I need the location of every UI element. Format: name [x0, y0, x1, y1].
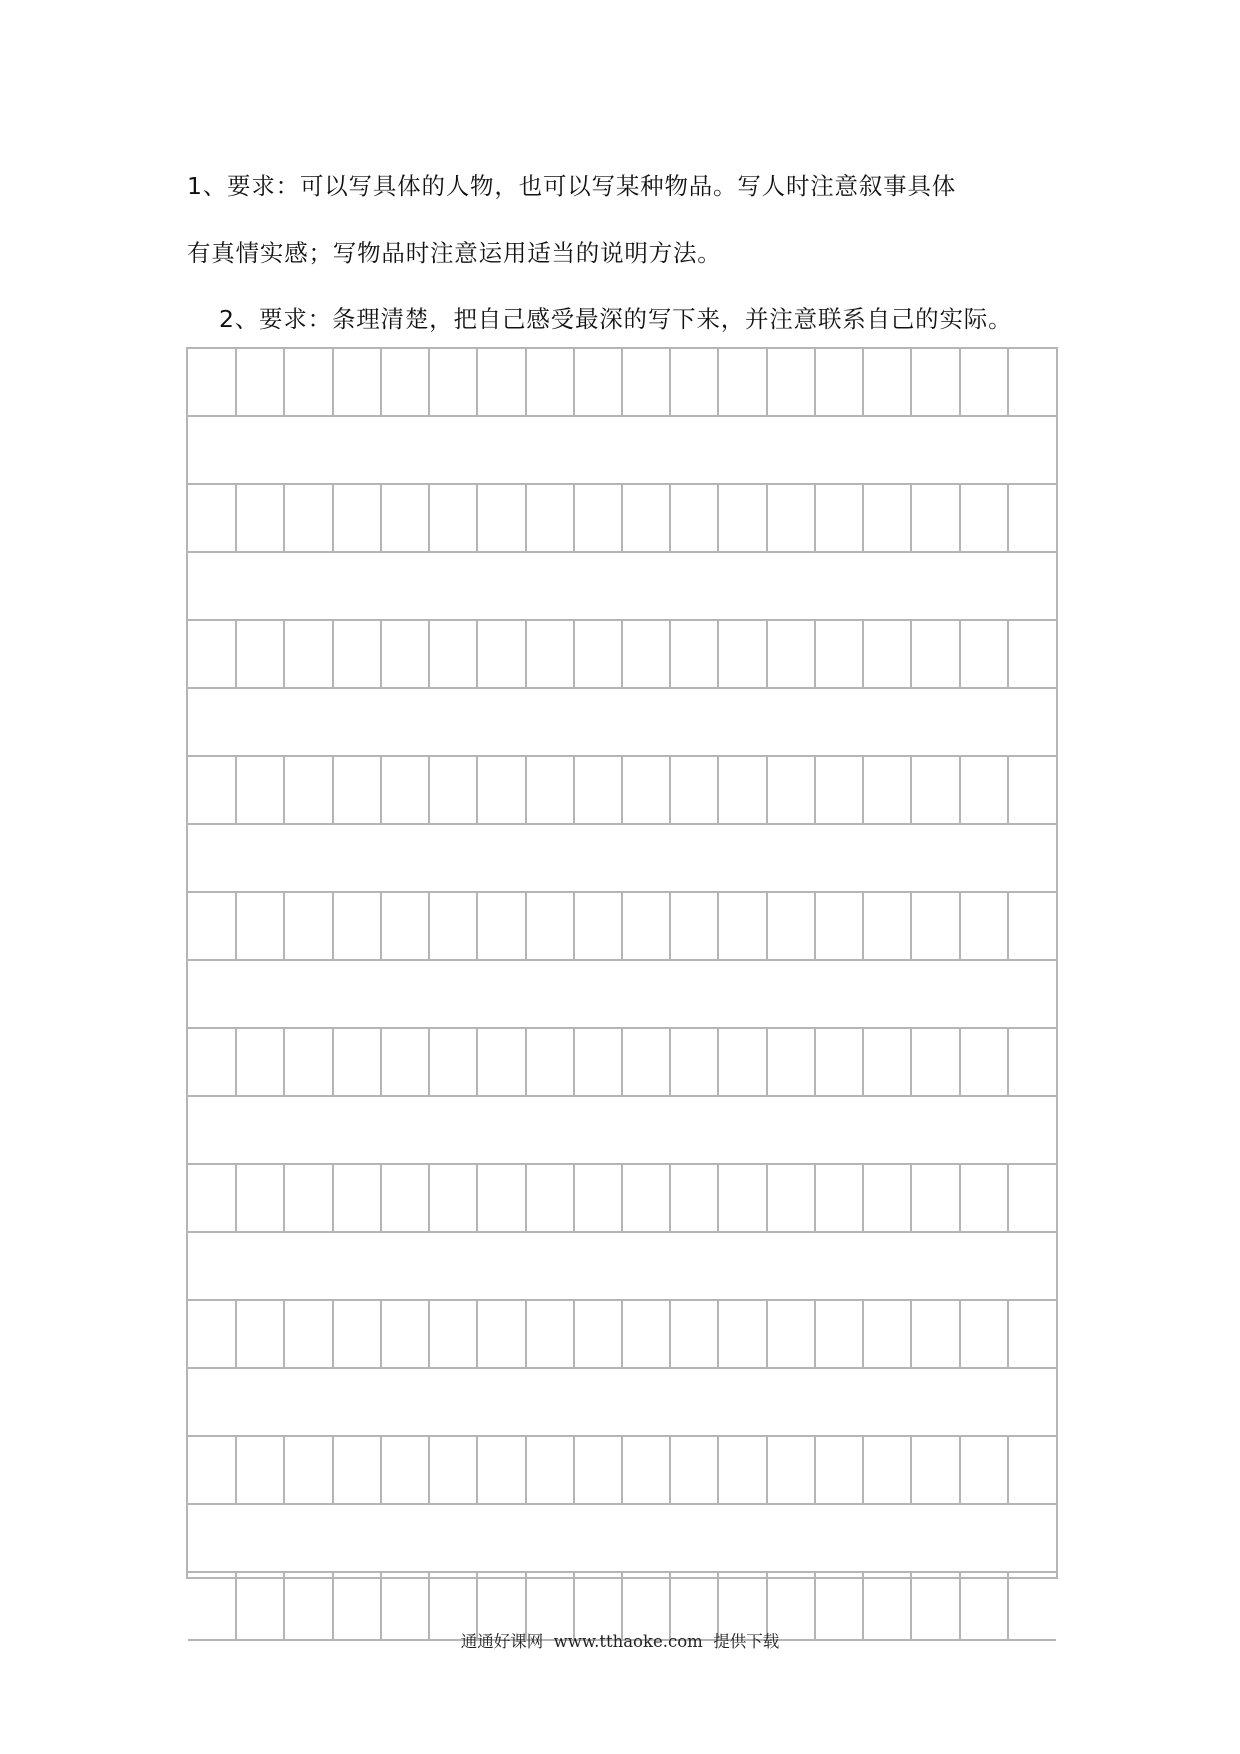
grid-cell-divider [910, 757, 912, 823]
grid-cell-divider [235, 757, 237, 823]
grid-cell-divider [332, 485, 334, 551]
grid-cell-divider [235, 1301, 237, 1367]
grid-cell-divider [621, 621, 623, 687]
grid-cell-divider [573, 485, 575, 551]
grid-cell-divider [476, 485, 478, 551]
grid-cell-divider [717, 349, 719, 415]
grid-cell-divider [766, 893, 768, 959]
grid-cell-divider [573, 1301, 575, 1367]
grid-cell-divider [573, 349, 575, 415]
grid-cell-divider [959, 893, 961, 959]
grid-cell-divider [814, 757, 816, 823]
grid-cell-divider [428, 1301, 430, 1367]
grid-cell-divider [380, 893, 382, 959]
grid-cell-divider [621, 1029, 623, 1095]
grid-box-row[interactable] [188, 757, 1056, 825]
grid-cell-divider [814, 893, 816, 959]
grid-cell-divider [525, 1029, 527, 1095]
grid-cell-divider [669, 1165, 671, 1231]
grid-box-row[interactable] [188, 893, 1056, 961]
grid-cell-divider [717, 1029, 719, 1095]
grid-cell-divider [525, 485, 527, 551]
grid-cell-divider [283, 1437, 285, 1503]
grid-cell-divider [1007, 621, 1009, 687]
grid-cell-divider [910, 1165, 912, 1231]
grid-cell-divider [332, 757, 334, 823]
grid-cell-divider [910, 621, 912, 687]
grid-cell-divider [283, 1165, 285, 1231]
grid-box-row[interactable] [188, 1437, 1056, 1505]
grid-cell-divider [959, 757, 961, 823]
grid-spacer-row [188, 1233, 1056, 1301]
grid-cell-divider [235, 349, 237, 415]
grid-cell-divider [669, 1029, 671, 1095]
grid-cell-divider [235, 1165, 237, 1231]
grid-cell-divider [1007, 1301, 1009, 1367]
grid-cell-divider [959, 1437, 961, 1503]
grid-cell-divider [669, 757, 671, 823]
grid-cell-divider [525, 1165, 527, 1231]
grid-cell-divider [766, 349, 768, 415]
grid-cell-divider [1007, 757, 1009, 823]
grid-cell-divider [814, 621, 816, 687]
grid-cell-divider [621, 485, 623, 551]
grid-cell-divider [717, 1301, 719, 1367]
grid-cell-divider [717, 757, 719, 823]
grid-cell-divider [573, 621, 575, 687]
grid-cell-divider [862, 1301, 864, 1367]
grid-cell-divider [476, 1165, 478, 1231]
grid-cell-divider [476, 1437, 478, 1503]
grid-cell-divider [380, 1437, 382, 1503]
grid-spacer-row [188, 825, 1056, 893]
grid-cell-divider [1007, 1437, 1009, 1503]
grid-cell-divider [283, 349, 285, 415]
grid-cell-divider [428, 621, 430, 687]
grid-cell-divider [332, 349, 334, 415]
grid-box-row[interactable] [188, 485, 1056, 553]
grid-cell-divider [766, 485, 768, 551]
grid-cell-divider [573, 1165, 575, 1231]
grid-cell-divider [380, 349, 382, 415]
grid-cell-divider [814, 1301, 816, 1367]
grid-cell-divider [235, 621, 237, 687]
grid-cell-divider [1007, 349, 1009, 415]
grid-cell-divider [235, 1029, 237, 1095]
requirement-1-line-1: 1、要求：可以写具体的人物，也可以写某种物品。写人时注意叙事具体 [187, 172, 957, 200]
grid-cell-divider [1007, 893, 1009, 959]
grid-cell-divider [332, 1301, 334, 1367]
grid-cell-divider [814, 1165, 816, 1231]
grid-cell-divider [621, 349, 623, 415]
grid-cell-divider [766, 1437, 768, 1503]
grid-cell-divider [669, 621, 671, 687]
grid-cell-divider [621, 1165, 623, 1231]
grid-cell-divider [476, 349, 478, 415]
grid-cell-divider [476, 757, 478, 823]
grid-cell-divider [476, 893, 478, 959]
grid-cell-divider [380, 1029, 382, 1095]
grid-cell-divider [910, 1029, 912, 1095]
grid-cell-divider [862, 1437, 864, 1503]
grid-cell-divider [669, 485, 671, 551]
grid-cell-divider [814, 1437, 816, 1503]
grid-cell-divider [573, 1029, 575, 1095]
grid-cell-divider [525, 1437, 527, 1503]
grid-cell-divider [428, 1165, 430, 1231]
grid-cell-divider [428, 893, 430, 959]
grid-cell-divider [959, 1029, 961, 1095]
grid-cell-divider [525, 349, 527, 415]
grid-cell-divider [283, 1301, 285, 1367]
grid-cell-divider [862, 349, 864, 415]
grid-cell-divider [525, 757, 527, 823]
grid-cell-divider [862, 1165, 864, 1231]
grid-cell-divider [380, 1165, 382, 1231]
grid-cell-divider [1007, 485, 1009, 551]
grid-cell-divider [283, 1029, 285, 1095]
grid-cell-divider [332, 1165, 334, 1231]
grid-cell-divider [380, 1301, 382, 1367]
grid-cell-divider [910, 893, 912, 959]
grid-cell-divider [573, 893, 575, 959]
grid-cell-divider [476, 1029, 478, 1095]
writing-grid[interactable] [186, 347, 1058, 1579]
grid-cell-divider [862, 757, 864, 823]
grid-cell-divider [862, 621, 864, 687]
grid-cell-divider [332, 1437, 334, 1503]
grid-cell-divider [380, 621, 382, 687]
grid-cell-divider [525, 893, 527, 959]
grid-cell-divider [1007, 1165, 1009, 1231]
grid-box-row[interactable] [188, 1301, 1056, 1369]
grid-cell-divider [766, 1029, 768, 1095]
grid-cell-divider [380, 485, 382, 551]
grid-spacer-row [188, 961, 1056, 1029]
grid-cell-divider [959, 1165, 961, 1231]
grid-cell-divider [910, 1437, 912, 1503]
grid-cell-divider [476, 621, 478, 687]
grid-cell-divider [428, 1029, 430, 1095]
grid-spacer-row [188, 417, 1056, 485]
grid-cell-divider [910, 1301, 912, 1367]
grid-cell-divider [525, 1301, 527, 1367]
grid-spacer-row [188, 553, 1056, 621]
grid-box-row[interactable] [188, 621, 1056, 689]
grid-cell-divider [332, 621, 334, 687]
grid-cell-divider [235, 1437, 237, 1503]
grid-cell-divider [621, 1301, 623, 1367]
grid-cell-divider [380, 757, 382, 823]
grid-cell-divider [766, 1301, 768, 1367]
grid-cell-divider [428, 349, 430, 415]
grid-cell-divider [959, 349, 961, 415]
requirement-2: 2、要求：条理清楚，把自己感受最深的写下来，并注意联系自己的实际。 [219, 305, 1013, 333]
grid-cell-divider [621, 757, 623, 823]
grid-spacer-row [188, 1097, 1056, 1165]
grid-cell-divider [717, 485, 719, 551]
grid-cell-divider [814, 1029, 816, 1095]
grid-cell-divider [959, 621, 961, 687]
grid-cell-divider [910, 349, 912, 415]
grid-cell-divider [235, 893, 237, 959]
grid-cell-divider [283, 621, 285, 687]
grid-spacer-row [188, 1505, 1056, 1573]
footer-credit: 通通好课网 www.tthaoke.com 提供下载 [460, 1632, 780, 1651]
grid-cell-divider [814, 485, 816, 551]
grid-cell-divider [669, 1301, 671, 1367]
grid-cell-divider [669, 1437, 671, 1503]
grid-cell-divider [717, 1165, 719, 1231]
grid-cell-divider [283, 893, 285, 959]
grid-cell-divider [332, 893, 334, 959]
grid-cell-divider [283, 757, 285, 823]
grid-cell-divider [814, 349, 816, 415]
grid-cell-divider [959, 1301, 961, 1367]
grid-cell-divider [573, 1437, 575, 1503]
grid-cell-divider [573, 757, 575, 823]
grid-cell-divider [669, 349, 671, 415]
grid-cell-divider [332, 1029, 334, 1095]
grid-cell-divider [717, 1437, 719, 1503]
grid-cell-divider [525, 621, 527, 687]
grid-box-row[interactable] [188, 1029, 1056, 1097]
grid-cell-divider [476, 1301, 478, 1367]
grid-cell-divider [766, 1165, 768, 1231]
grid-cell-divider [621, 1437, 623, 1503]
grid-cell-divider [862, 893, 864, 959]
grid-cell-divider [1007, 1029, 1009, 1095]
grid-cell-divider [428, 1437, 430, 1503]
grid-cell-divider [669, 893, 671, 959]
grid-spacer-row [188, 689, 1056, 757]
grid-box-row[interactable] [188, 349, 1056, 417]
grid-cell-divider [621, 893, 623, 959]
requirement-1-line-2: 有真情实感；写物品时注意运用适当的说明方法。 [187, 239, 722, 267]
grid-cell-divider [766, 621, 768, 687]
grid-spacer-row [188, 1369, 1056, 1437]
grid-cell-divider [766, 757, 768, 823]
grid-cell-divider [717, 893, 719, 959]
grid-cell-divider [910, 485, 912, 551]
grid-cell-divider [959, 485, 961, 551]
grid-cell-divider [862, 1029, 864, 1095]
grid-cell-divider [235, 485, 237, 551]
grid-cell-divider [428, 757, 430, 823]
grid-cell-divider [283, 485, 285, 551]
grid-cell-divider [428, 485, 430, 551]
grid-cell-divider [717, 621, 719, 687]
grid-box-row[interactable] [188, 1165, 1056, 1233]
grid-cell-divider [862, 485, 864, 551]
